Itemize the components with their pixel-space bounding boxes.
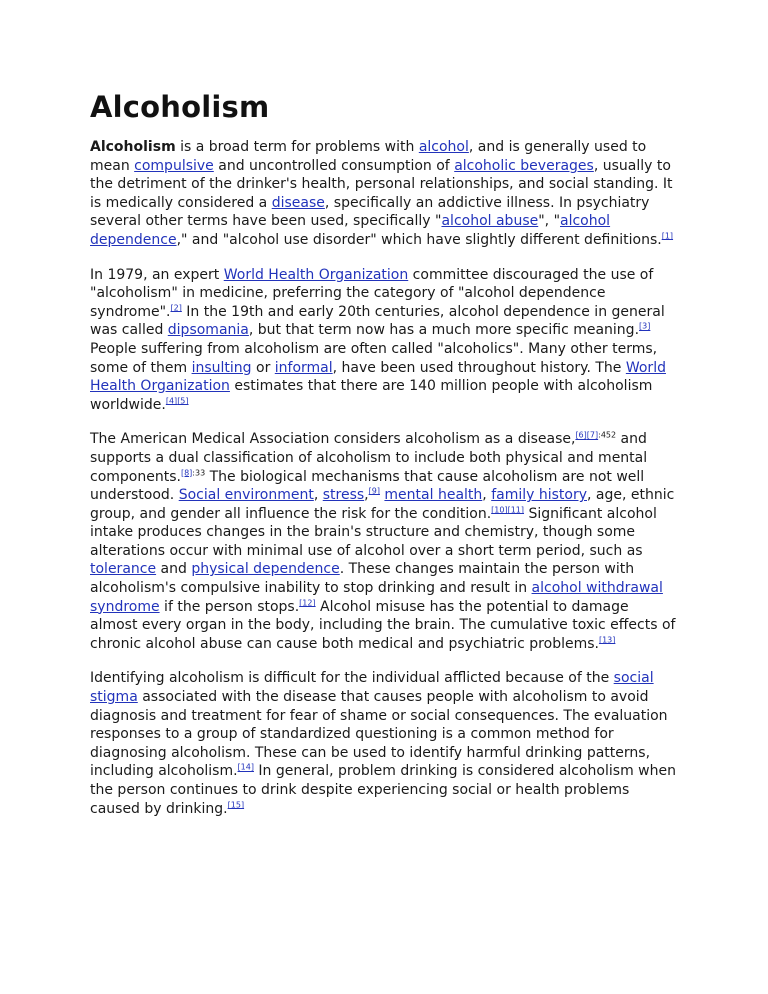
- article-body: [90, 138, 678, 818]
- article-link[interactable]: informal: [274, 359, 333, 376]
- article-link[interactable]: dipsomania: [167, 322, 249, 339]
- citation: [508, 505, 524, 514]
- text-run: ," and "alcohol use disorder" which have slightly different definitions.: [176, 231, 662, 248]
- text-run: The biological mechanisms that cause alcoholism are not well understood.: [90, 468, 645, 504]
- citation: [181, 468, 192, 477]
- text-run: ", ": [538, 213, 561, 230]
- text-run: ,: [313, 487, 323, 504]
- citation-link[interactable]: [8]: [180, 467, 193, 477]
- text-run: Identifying alcoholism is difficult for the individual afflicted because of the: [90, 670, 614, 687]
- citation: [228, 800, 244, 809]
- citation-link[interactable]: [15]: [227, 799, 245, 809]
- citation-link[interactable]: [11]: [507, 505, 525, 515]
- citation: [575, 431, 586, 440]
- citation-link[interactable]: [14]: [237, 762, 254, 772]
- citation: [587, 431, 598, 440]
- citation-link[interactable]: [10]: [491, 505, 508, 515]
- citation-link[interactable]: [13]: [598, 635, 616, 645]
- text-run: In the 19th and early 20th centuries, alcohol dependence in general was called: [90, 303, 665, 339]
- text-run: associated with the disease that causes people with alcoholism to avoid diagnosis and treatment for fear of shame or social consequences. The evaluation responses to a group of standardized questioning is a common method for diagnosing alcoholism. These can be used to identify harmful drinking patterns, including alcoholism.: [90, 689, 668, 780]
- page-number-ref: :33: [192, 467, 206, 477]
- text-run: and uncontrolled consumption of: [213, 157, 455, 174]
- article-link[interactable]: social stigma: [90, 670, 654, 706]
- citation: [639, 322, 650, 331]
- text-run: and supports a dual classification of alcoholism to include both physical and mental components.: [90, 431, 648, 485]
- text-run: In 1979, an expert: [90, 266, 224, 283]
- citation-link[interactable]: [12]: [299, 598, 316, 607]
- citation: [238, 763, 254, 772]
- text-run: , and is generally used to mean: [90, 139, 647, 174]
- citation-link[interactable]: [2]: [170, 303, 182, 313]
- text-run: People suffering from alcoholism are often called "alcoholics". Many other terms, some of them: [90, 340, 658, 376]
- citation: [369, 486, 380, 495]
- text-run: The American Medical Association considers alcoholism as a disease,: [90, 431, 576, 448]
- article-link[interactable]: stress: [322, 487, 365, 504]
- citation: [177, 396, 188, 405]
- article-link[interactable]: alcohol dependence: [90, 213, 611, 248]
- paragraph: [90, 138, 678, 250]
- text-run: , specifically an addictive illness. In psychiatry several other terms have been used, specifically ": [90, 194, 650, 230]
- text-run: committee discouraged the use of "alcoholism" in medicine, preferring the category of "alcohol dependence syndrome".: [90, 266, 654, 320]
- text-run: , but that term now has a much more specific meaning.: [248, 322, 640, 339]
- citation-link[interactable]: [5]: [177, 396, 189, 406]
- text-run: , have been used throughout history. The: [332, 359, 626, 376]
- paragraph: [90, 669, 678, 818]
- article-link[interactable]: alcohol abuse: [441, 213, 539, 230]
- text-run: , usually to the detriment of the drinker's health, personal relationships, and social standing. It is medically considered a: [90, 157, 673, 211]
- text-run: . These changes maintain the person with alcoholism's compulsive inability to stop drinking and result in: [90, 561, 635, 597]
- paragraph: [90, 430, 678, 653]
- citation: [171, 303, 182, 312]
- text-run: estimates that there are 140 million people with alcoholism worldwide.: [90, 378, 653, 413]
- text-run: ,: [364, 487, 369, 504]
- article-link[interactable]: insulting: [191, 359, 252, 376]
- article-link[interactable]: disease: [271, 194, 325, 211]
- citation-link[interactable]: [4]: [165, 396, 178, 406]
- article-link[interactable]: World Health Organization: [90, 359, 666, 395]
- page-number-ref: :452: [598, 430, 617, 440]
- citation-link[interactable]: [9]: [368, 486, 380, 496]
- article-link[interactable]: physical dependence: [191, 561, 340, 578]
- paragraph: [90, 266, 678, 415]
- citation-link[interactable]: [3]: [639, 321, 651, 331]
- citation-link[interactable]: [7]: [586, 430, 599, 440]
- page-title: Alcoholism: [90, 90, 270, 124]
- text-run: if the person stops.: [159, 598, 300, 615]
- citation-link[interactable]: [6]: [575, 430, 587, 440]
- article-link[interactable]: family history: [491, 487, 587, 504]
- article-link[interactable]: alcohol withdrawal syndrome: [90, 580, 663, 615]
- text-run: and: [156, 561, 192, 578]
- citation: [599, 635, 615, 644]
- article-link[interactable]: tolerance: [90, 561, 157, 578]
- text-run: ,: [482, 487, 492, 504]
- citation: [491, 505, 507, 514]
- citation-link[interactable]: [1]: [661, 231, 674, 241]
- citation: [299, 598, 315, 607]
- text-run: or: [251, 359, 275, 376]
- document-page: [90, 90, 678, 834]
- article-link[interactable]: Social environment: [178, 487, 314, 504]
- article-link[interactable]: compulsive: [134, 157, 214, 174]
- article-link[interactable]: mental health: [384, 487, 483, 504]
- bold-term: Alcoholism: [90, 139, 176, 155]
- citation: [662, 231, 673, 240]
- text-run: Significant alcohol intake produces changes in the brain's structure and chemistry, though some alterations occur with minimal use of alcohol over a short term period, such as: [90, 505, 657, 559]
- article-link[interactable]: alcohol: [418, 139, 469, 155]
- article-link[interactable]: World Health Organization: [223, 266, 409, 283]
- text-run: Alcohol misuse has the potential to damage almost every organ in the body, including the brain. The cumulative toxic effects of chronic alcohol abuse can cause both medical and psychiatric problems.: [90, 598, 676, 652]
- article-link[interactable]: alcoholic beverages: [454, 157, 594, 174]
- text-run: is a broad term for problems with: [175, 139, 419, 155]
- text-run: , age, ethnic group, and gender all influence the risk for the condition.: [90, 487, 675, 522]
- citation: [166, 396, 177, 405]
- text-run: In general, problem drinking is considered alcoholism when the person continues to drink despite experiencing social or health problems caused by drinking.: [90, 763, 676, 817]
